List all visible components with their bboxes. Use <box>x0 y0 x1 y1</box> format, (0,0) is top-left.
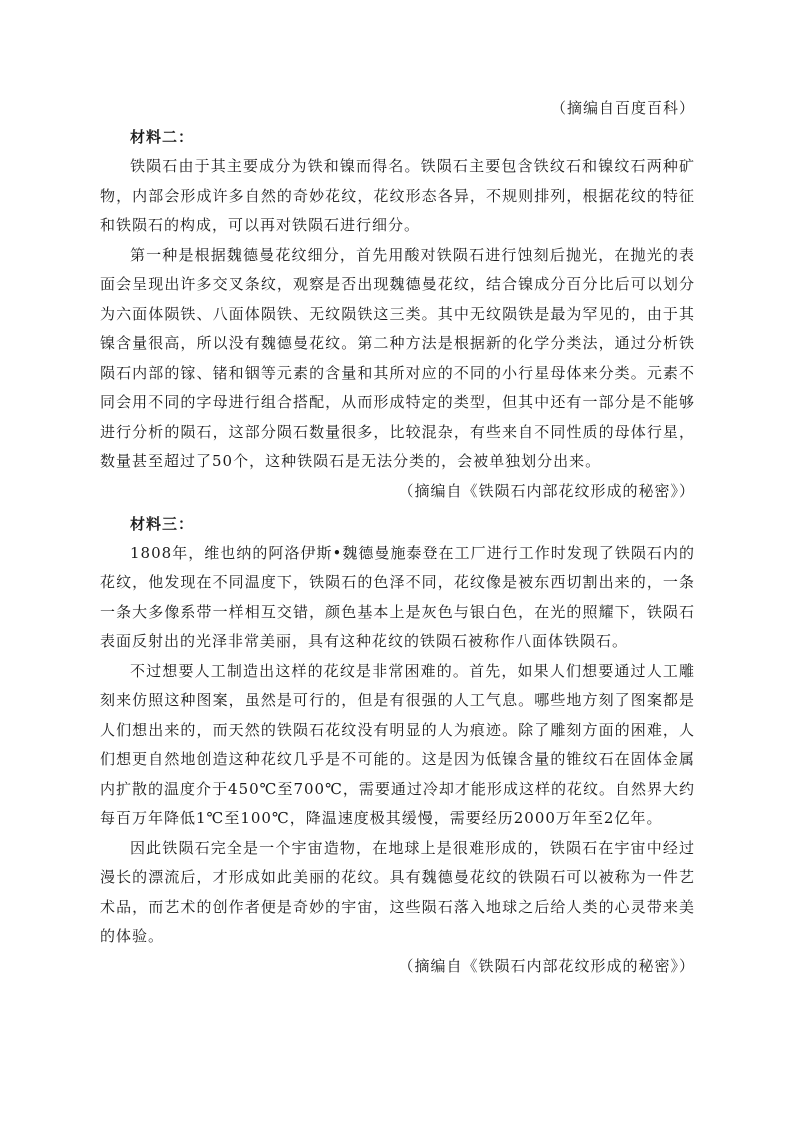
material-2-paragraph-1: 铁陨石由于其主要成分为铁和镍而得名。铁陨石主要包含铁纹石和镍纹石两种矿物，内部会形成许多自然的奇妙花纹，花纹形态各异，不规则排列，根据花纹的特征和铁陨石的构成，可以再对铁陨石进行细分。 <box>100 157 695 234</box>
source-citation-2: （摘编自《铁陨石内部花纹形成的秘密》） <box>398 481 695 500</box>
source-citation-3: （摘编自《铁陨石内部花纹形成的秘密》） <box>398 956 695 975</box>
material-3-heading: 材料三： <box>130 514 195 533</box>
document-body <box>100 94 695 981</box>
material-3-paragraph-3: 因此铁陨石完全是一个宇宙造物，在地球上是很难形成的，铁陨石在宇宙中经过漫长的漂流后，才形成如此美丽的花纹。具有魏德曼花纹的铁陨石可以被称为一件艺术品，而艺术的创作者便是奇妙的宇宙，这些陨石落入地球之后给人类的心灵带来美的体验。 <box>100 838 695 945</box>
material-2-paragraph-2: 第一种是根据魏德曼花纹细分，首先用酸对铁陨石进行蚀刻后抛光，在抛光的表面会呈现出许多交叉条纹，观察是否出现魏德曼花纹，结合镍成分百分比后可以划分为六面体陨铁、八面体陨铁、无纹陨铁这三类。其中无纹陨铁是最为罕见的，由于其镍含量很高，所以没有魏德曼花纹。第二种方法是根据新的化学分类法，通过分析铁陨石内部的镓、锗和铟等元素的含量和其所对应的不同的小行星母体来分类。元素不同会用不同的字母进行组合搭配，从而形成特定的类型，但其中还有一部分是不能够进行分析的陨石，这部分陨石数量很多，比较混杂，有些来自不同性质的母体行星，数量甚至超过了50个，这种铁陨石是无法分类的，会被单独划分出来。 <box>100 245 695 470</box>
material-2-heading: 材料二： <box>130 128 195 146</box>
source-citation-1: （摘编自百度百科） <box>550 99 695 117</box>
material-3-paragraph-1: 1808年，维也纳的阿洛伊斯•魏德曼施泰登在工厂进行工作时发现了铁陨石内的花纹，他发现在不同温度下，铁陨石的色泽不同，花纹像是被东西切割出来的，一条一条大多像系带一样相互交错，颜色基本上是灰色与银白色，在光的照耀下，铁陨石表面反射出的光泽非常美丽，具有这种花纹的铁陨石被称作八面体铁陨石。 <box>100 543 695 650</box>
material-3-paragraph-2: 不过想要人工制造出这样的花纹是非常困难的。首先，如果人们想要通过人工雕刻来仿照这种图案，虽然是可行的，但是有很强的人工气息。哪些地方刻了图案都是人们想出来的，而天然的铁陨石花纹没有明显的人为痕迹。除了雕刻方面的困难，人们想更自然地创造这种花纹几乎是不可能的。这是因为低镍含量的锥纹石在固体金属内扩散的温度介于450℃至700℃，需要通过冷却才能形成这样的花纹。自然界大约每百万年降低1℃至100℃，降温速度极其缓慢，需要经历2000万年至2亿年。 <box>100 661 695 827</box>
